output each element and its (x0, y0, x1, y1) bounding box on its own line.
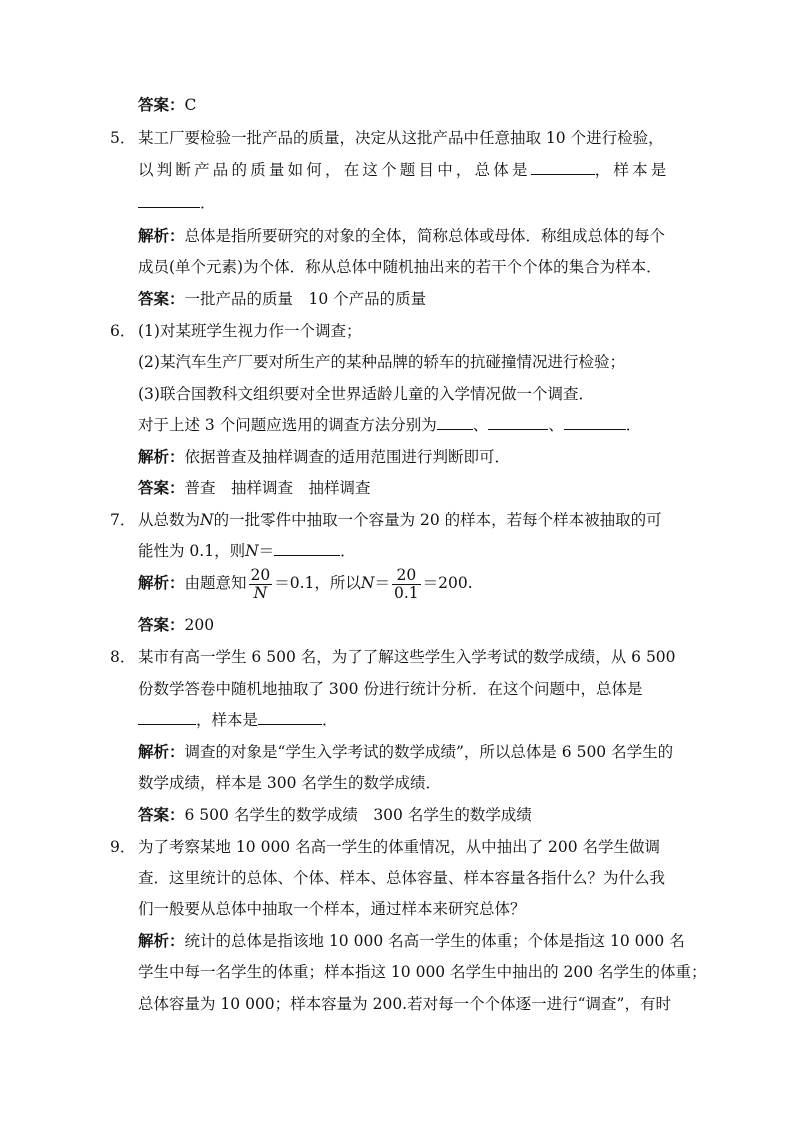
answer-blank (531, 160, 595, 175)
question-text: ． (340, 542, 356, 560)
q8-analysis-line-2 (138, 773, 441, 793)
answer-label: 答案： (138, 290, 185, 308)
answer-blank (274, 541, 340, 556)
question-text: 查．这里统计的总体、个体、样本、总体容量、样本容量各指什么？为什么我 (138, 869, 666, 887)
question-text: 们一般要从总体中抽取一个样本，通过样本来研究总体？ (138, 900, 526, 918)
fraction-numerator: 20 (392, 567, 421, 585)
analysis-text: 调查的对象是“学生入学考试的数学成绩”，所以总体是 6 500 名学生的 (184, 743, 674, 761)
answer-label: 答案： (138, 616, 185, 634)
answer-blank (138, 710, 196, 725)
answer-text: C (184, 96, 197, 114)
analysis-text: 学生中每一名学生的体重；样本指这 10 000 名学生中抽出的 200 名学生的体重； (138, 963, 707, 981)
q5-analysis-line-2 (138, 257, 662, 277)
fraction-20-over-n (249, 567, 273, 602)
variable-n: N (200, 511, 214, 529)
q9-analysis-line-1 (138, 931, 685, 951)
answer-text: 普查 抽样调查 抽样调查 (184, 479, 371, 497)
question-number: 5． (110, 129, 136, 147)
q8-question-line-1 (110, 647, 676, 667)
variable-n: N (245, 542, 259, 560)
question-text: ，样本是 (594, 161, 670, 179)
analysis-text: 由题意知 (184, 574, 247, 592)
q8-analysis-line-1 (138, 742, 673, 762)
q8-question-line-2 (138, 679, 642, 699)
question-text: 某工厂要检验一批产品的质量，决定从这批产品中任意抽取 10 个进行检验， (138, 129, 664, 147)
analysis-label: 解析： (138, 227, 185, 245)
q5-question-line-1 (110, 128, 664, 148)
q6-item-2 (138, 352, 625, 372)
q8-question-line-3 (138, 710, 338, 730)
analysis-text: ＝ (374, 574, 390, 592)
question-text: (3)联合国教科文组织要对全世界适龄儿童的入学情况做一个调查． (138, 385, 594, 403)
question-text: 份数学答卷中随机地抽取了 300 份进行统计分析．在这个问题中，总体是 (138, 680, 643, 698)
q6-answer-line (138, 478, 371, 498)
analysis-label: 解析： (138, 932, 185, 950)
q6-item-1 (110, 321, 361, 341)
q8-answer-line (138, 805, 532, 825)
q6-prompt-line (138, 415, 641, 435)
q9-analysis-line-2 (138, 962, 707, 982)
q7-question-line-2 (138, 541, 356, 561)
question-text: 对于上述 3 个问题应选用的调查方法分别为 (138, 416, 437, 434)
fraction-20-over-0-1 (392, 567, 421, 602)
question-text: ＝ (258, 542, 275, 560)
question-number: 9． (110, 838, 136, 856)
analysis-text: ＝200. (422, 574, 473, 592)
analysis-text: ＝0.1，所以 (274, 574, 361, 592)
question-text: 某市有高一学生 6 500 名，为了了解这些学生入学考试的数学成绩，从 6 500 (138, 648, 676, 666)
analysis-text: 统计的总体是指该地 10 000 名高一学生的体重；个体是指这 10 000 名 (184, 932, 685, 950)
analysis-text: 总体是指所要研究的对象的全体，简称总体或母体．称组成总体的每个 (184, 227, 666, 245)
question-number: 6． (110, 322, 136, 340)
q7-answer-line (138, 615, 214, 635)
answer-blank (437, 415, 473, 430)
answer-label: 答案： (138, 479, 185, 497)
question-text: 能性为 0.1，则 (138, 542, 246, 560)
question-text: 以判断产品的质量如何，在这个题目中，总体是 (138, 161, 531, 179)
q5-answer-line (138, 289, 426, 309)
answer-blank (138, 193, 200, 208)
analysis-text: 总体容量为 10 000；样本容量为 200.若对每一个个体逐一进行“调查”，有时 (138, 995, 671, 1013)
q9-question-line-1 (110, 837, 660, 857)
q5-analysis-line-1 (138, 226, 665, 246)
question-number: 7． (110, 511, 136, 529)
q9-question-line-3 (138, 899, 526, 919)
q5-question-line-2 (138, 160, 670, 180)
answer-blank (488, 415, 548, 430)
question-text: 为了考察某地 10 000 名高一学生的体重情况，从中抽出了 200 名学生做调 (138, 838, 661, 856)
q6-analysis-line (138, 447, 510, 467)
q9-analysis-line-3 (138, 994, 671, 1014)
analysis-label: 解析： (138, 574, 185, 592)
analysis-text: 数学成绩，样本是 300 名学生的数学成绩． (138, 774, 441, 792)
fraction-denominator: 0.1 (394, 583, 419, 602)
q9-question-line-2 (138, 868, 665, 888)
question-text: ，样本是 (196, 711, 259, 729)
question-text: 从总数为 (138, 511, 201, 529)
answer-blank (564, 415, 626, 430)
q5-question-line-3 (138, 193, 216, 213)
fraction-denominator: N (253, 583, 268, 602)
question-number: 8． (110, 648, 136, 666)
variable-n: N (360, 574, 375, 592)
question-text: (1)对某班学生视力作一个调查； (138, 322, 362, 340)
q4-answer-line (138, 95, 196, 115)
answer-blank (258, 710, 322, 725)
question-text: 的一批零件中抽取一个容量为 20 的样本，若每个样本被抽取的可 (213, 511, 662, 529)
analysis-label: 解析： (138, 743, 185, 761)
answer-text: 6 500 名学生的数学成绩 300 名学生的数学成绩 (184, 806, 532, 824)
analysis-text: 依据普查及抽样调查的适用范围进行判断即可． (184, 448, 511, 466)
analysis-text: 成员(单个元素)为个体．称从总体中随机抽出来的若干个个体的集合为样本． (138, 258, 662, 276)
question-text: (2)某汽车生产厂要对所生产的某种品牌的轿车的抗碰撞情况进行检验； (138, 353, 625, 371)
answer-text: 一批产品的质量 10 个产品的质量 (184, 290, 427, 308)
question-text: ． (322, 711, 338, 729)
question-text: 、 (472, 416, 489, 434)
q6-item-3 (138, 384, 594, 404)
analysis-label: 解析： (138, 448, 185, 466)
question-text: 、 (548, 416, 564, 434)
question-text: ． (625, 416, 642, 434)
answer-text: 200 (184, 616, 215, 634)
fraction-numerator: 20 (250, 565, 271, 584)
answer-label: 答案： (138, 806, 185, 824)
question-text: ． (200, 194, 216, 212)
answer-label: 答案： (138, 96, 185, 114)
q7-analysis-line (138, 565, 473, 602)
q7-question-line-1 (110, 510, 662, 530)
